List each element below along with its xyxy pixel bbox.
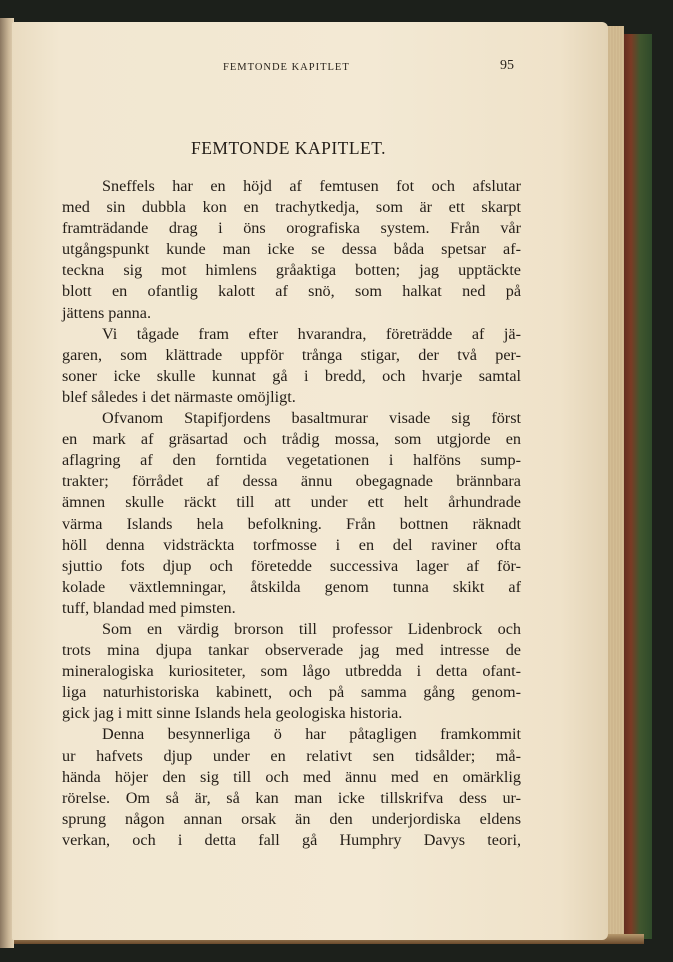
text-line: Vi tågade fram efter hvarandra, företrädde af jä- bbox=[102, 324, 521, 343]
text-line: höll denna vidsträckta torfmosse i en del raviner ofta bbox=[62, 535, 521, 554]
body-text bbox=[62, 176, 521, 851]
text-line: värma Islands hela befolkning. Från bottnen räknadt bbox=[62, 514, 521, 533]
text-line: med sin dubbla kon en trachytkedja, som är ett skarpt bbox=[62, 198, 521, 217]
page-number: 95 bbox=[500, 58, 514, 73]
text-line: framträdande drag i öns orografiska system. Från vår bbox=[62, 219, 521, 238]
text-line: Ofvanom Stapifjordens basaltmurar visade sig först bbox=[102, 409, 521, 428]
text-line: en mark af gräsartad och trådig mossa, som utgjorde en bbox=[62, 430, 521, 449]
chapter-title: FEMTONDE KAPITLET. bbox=[190, 138, 386, 158]
text-line: rörelse. Om så är, så kan man icke tillskrifva dess ur- bbox=[62, 788, 521, 807]
text-line: trots mina djupa tankar observerade jag med intresse de bbox=[62, 641, 521, 660]
running-head bbox=[0, 58, 673, 78]
book-cover-spine bbox=[622, 34, 652, 939]
text-line: sprung någon annan orsak än den underjordiska eldens bbox=[62, 809, 521, 828]
text-line: hända höjer den sig till och med ännu med en omärklig bbox=[62, 767, 521, 786]
text-line: blef således i det närmaste omöjligt. bbox=[62, 387, 296, 406]
text-line: sjuttio fots djup och företedde successiva lager af för- bbox=[62, 556, 521, 575]
text-line: tuff, blandad med pimsten. bbox=[62, 598, 236, 617]
text-line: blott en ofantlig kalott af snö, som halkat ned på bbox=[62, 282, 521, 301]
text-line: utgångspunkt kunde man icke se dessa båda spetsar af- bbox=[62, 240, 521, 259]
text-line: teckna sig mot himlens gråaktiga botten; jag upptäckte bbox=[62, 261, 521, 280]
text-line: ur hafvets djup under en relativt sen tidsålder; må- bbox=[62, 746, 521, 765]
page-block-edges bbox=[606, 26, 624, 938]
text-line: kolade växtlemningar, åtskilda genom tunna skikt af bbox=[62, 577, 521, 596]
text-line: Sneffels har en höjd af femtusen fot och afslutar bbox=[102, 177, 521, 195]
text-line: jättens panna. bbox=[62, 303, 151, 322]
text-line: soner icke skulle kunnat gå i bredd, och hvarje samtal bbox=[62, 366, 521, 385]
text-line: ämnen skulle räckt till att under ett helt århundrade bbox=[62, 493, 521, 512]
text-line: liga naturhistoriska kabinett, och på samma gång genom- bbox=[62, 683, 521, 702]
text-line: mineralogiska kuriositeter, som lågo utbredda i detta ofant- bbox=[62, 662, 521, 681]
running-head-title: FEMTONDE KAPITLET bbox=[223, 62, 350, 73]
text-line: Denna besynnerliga ö har påtagligen framkommit bbox=[102, 725, 521, 744]
text-line: trakter; förrådet af dessa ännu obegagnade brännbara bbox=[62, 472, 521, 491]
text-line: Som en värdig brorson till professor Lidenbrock och bbox=[102, 619, 521, 638]
text-line: verkan, och i detta fall gå Humphry Davys teori, bbox=[62, 830, 521, 849]
text-line: aflagring af den forntida vegetationen i halföns sump- bbox=[62, 451, 521, 470]
text-line: gick jag i mitt sinne Islands hela geologiska historia. bbox=[62, 704, 403, 723]
text-line: garen, som klättrade uppför trånga stigar, der två per- bbox=[62, 345, 521, 364]
